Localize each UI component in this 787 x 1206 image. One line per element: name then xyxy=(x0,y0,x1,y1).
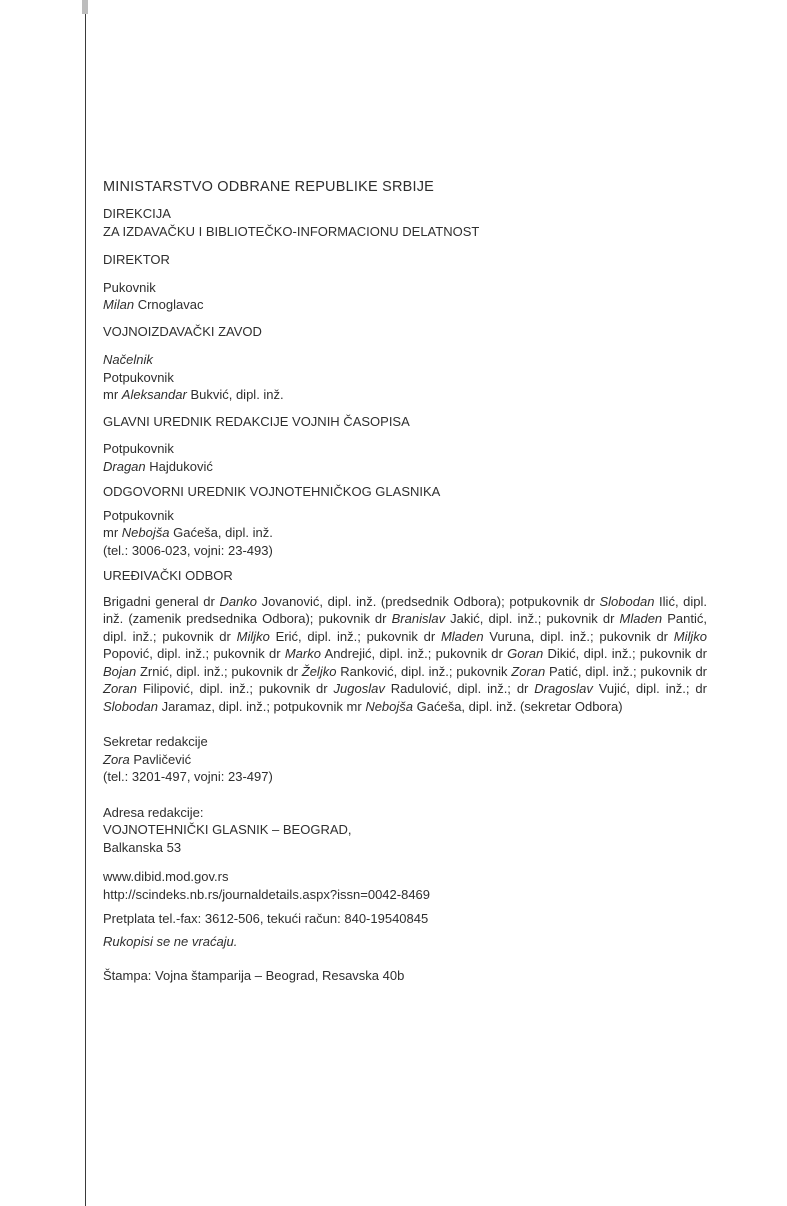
responsible-editor-heading: ODGOVORNI UREDNIK VOJNOTEHNIČKOG GLASNIKA xyxy=(103,484,441,499)
directorate-line-1: DIREKCIJA xyxy=(103,206,171,221)
website-url: www.dibid.mod.gov.rs xyxy=(103,869,229,884)
director-block xyxy=(103,279,707,314)
responsible-editor-phone: (tel.: 3006-023, vojni: 23-493) xyxy=(103,542,273,558)
address-line-1: VOJNOTEHNIČKI GLASNIK – BEOGRAD, xyxy=(103,822,352,837)
address-block xyxy=(103,804,707,857)
institute-block xyxy=(103,351,707,404)
institute-role: Načelnik xyxy=(103,352,153,367)
subscription-info: Pretplata tel.-fax: 3612-506, tekući račun: 840-19540845 xyxy=(103,911,429,926)
chief-editor-block xyxy=(103,440,707,475)
director-heading: DIREKTOR xyxy=(103,252,170,267)
responsible-editor-name: mr Nebojša Gaćeša, dipl. inž. xyxy=(103,525,273,540)
chief-editor-name: Dragan Hajduković xyxy=(103,458,213,474)
directorate-block xyxy=(103,205,707,240)
institute-rank: Potpukovnik xyxy=(103,369,174,385)
secretary-block xyxy=(103,733,707,786)
chief-editor-heading: GLAVNI UREDNIK REDAKCIJE VOJNIH ČASOPISA xyxy=(103,413,410,429)
address-label: Adresa redakcije: xyxy=(103,804,204,820)
imprint-content xyxy=(103,178,707,985)
responsible-editor-rank: Potpukovnik xyxy=(103,507,174,523)
directorate-line-2: ZA IZDAVAČKU I BIBLIOTEČKO-INFORMACIONU DELATNOST xyxy=(103,223,480,239)
director-name: Milan Crnoglavac xyxy=(103,297,204,312)
institute-heading: VOJNOIZDAVAČKI ZAVOD xyxy=(103,323,262,339)
print-info: Štampa: Vojna štamparija – Beograd, Resavska 40b xyxy=(103,968,405,983)
ministry-title: MINISTARSTVO ODBRANE REPUBLIKE SRBIJE xyxy=(103,179,435,195)
manuscripts-note: Rukopisi se ne vraćaju. xyxy=(103,933,238,949)
secretary-heading: Sekretar redakcije xyxy=(103,734,208,749)
chief-editor-rank: Potpukovnik xyxy=(103,441,174,456)
editorial-board-members: Brigadni general dr Danko Jovanović, dipl. inž. (predsednik Odbora); potpukovnik dr Slobodan Ilić, dipl. inž. (zamenik predsednika Odbora); pukovnik dr Branislav Jakić, dipl. inž.; pukovnik dr Mladen Pantić, dipl. inž.; pukovnik dr Miljko Erić, dipl. inž.; pukovnik dr Mladen Vuruna, dipl. inž.; pukovnik dr Miljko Popović, dipl. inž.; pukovnik dr Marko Andrejić, dipl. inž.; pukovnik dr Goran Dikić, dipl. inž.; pukovnik dr Bojan Zrnić, dipl. inž.; pukovnik dr Željko Ranković, dipl. inž.; pukovnik Zoran Patić, dipl. inž.; pukovnik dr Zoran Filipović, dipl. inž.; pukovnik dr Jugoslav Radulović, dipl. inž.; dr Dragoslav Vujić, dipl. inž.; dr Slobodan Jaramaz, dipl. inž.; potpukovnik mr Nebojša Gaćeša, dipl. inž. (sekretar Odbora) xyxy=(103,593,708,714)
secretary-phone: (tel.: 3201-497, vojni: 23-497) xyxy=(103,769,273,784)
secretary-name: Zora Pavličević xyxy=(103,751,192,767)
scindeks-url: http://scindeks.nb.rs/journaldetails.aspx?issn=0042-8469 xyxy=(103,886,431,902)
page-edge-rule xyxy=(85,0,86,1206)
address-line-2: Balkanska 53 xyxy=(103,839,182,855)
web-block xyxy=(103,868,707,903)
institute-name: mr Aleksandar Bukvić, dipl. inž. xyxy=(103,387,284,402)
director-rank: Pukovnik xyxy=(103,279,156,295)
responsible-editor-block xyxy=(103,507,707,560)
editorial-board-heading: UREĐIVAČKI ODBOR xyxy=(103,568,233,583)
page-edge-rule-tip xyxy=(82,0,88,14)
